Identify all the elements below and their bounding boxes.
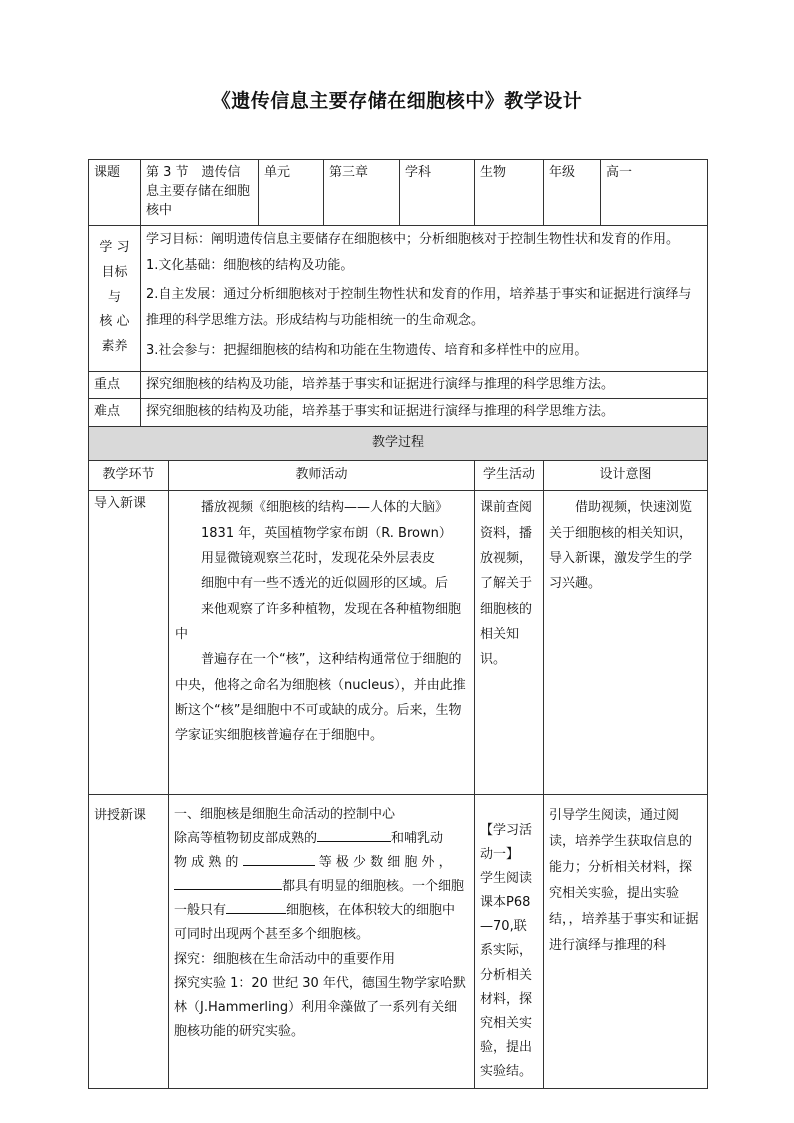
unit-value: 第三章 bbox=[324, 160, 400, 226]
column-header-row bbox=[89, 461, 708, 491]
fill-blank[interactable] bbox=[243, 852, 315, 866]
process-header-row bbox=[89, 427, 708, 461]
intro-stage: 导入新课 bbox=[89, 491, 169, 795]
objective-line: 3.社会参与：把握细胞核的结构和功能在生物遗传、培育和多样性中的应用。 bbox=[146, 343, 588, 359]
intro-row bbox=[89, 491, 708, 795]
lesson-plan-table bbox=[88, 159, 708, 1089]
new-lesson-student-activity: 【学习活动一】 学生阅读课本P68—70,联系实际，分析相关材料，探究相关实验，提出实验结。 bbox=[475, 795, 544, 1089]
grade-value: 高一 bbox=[601, 160, 708, 226]
grade-label: 年级 bbox=[544, 160, 601, 226]
intro-student-activity: 课前查阅资料，播放视频，了解关于细胞核的相关知识。 bbox=[475, 491, 544, 795]
document-title: 《遗传信息主要存储在细胞核中》教学设计 bbox=[211, 90, 583, 112]
key-point-label: 重点 bbox=[89, 371, 141, 399]
unit-label: 单元 bbox=[259, 160, 324, 226]
difficulty-row bbox=[89, 399, 708, 427]
fill-blank[interactable] bbox=[174, 876, 282, 890]
key-point-row bbox=[89, 371, 708, 399]
column-header-teacher: 教师活动 bbox=[169, 461, 475, 491]
intro-teacher-activity: 播放视频《细胞核的结构——人体的大脑》 1831 年，英国植物学家布朗（R. Brown） 用显微镜观察兰花时，发现花朵外层表皮 细胞中有一些不透光的近似圆形的区域。后 来他观察了许多种植物，发现在各种植物细胞中 普遍存在一个“核”，这种结构通常位于细胞的中央，他将之命名为细胞核（nucleus），并由此推断这个“核”是细胞中不可或缺的成分。后来，生物学家证实细胞核普遍存在于细胞中。 bbox=[169, 491, 475, 795]
objectives-row bbox=[89, 225, 708, 371]
topic-label: 课题 bbox=[89, 160, 141, 226]
new-lesson-stage: 讲授新课 bbox=[89, 795, 169, 1089]
fill-blank[interactable] bbox=[317, 828, 391, 842]
subject-label: 学科 bbox=[400, 160, 475, 226]
process-header: 教学过程 bbox=[89, 427, 708, 461]
subject-value: 生物 bbox=[475, 160, 544, 226]
objective-line: 2.自主发展：通过分析细胞核对于控制生物性状和发育的作用，培养基于事实和证据进行演绎与推理的科学思维方法。形成结构与功能相统一的生命观念。 bbox=[146, 286, 692, 329]
objectives-content bbox=[141, 225, 708, 371]
objectives-label: 学 习 目标 与 核 心 素养 bbox=[89, 225, 141, 371]
objective-line: 1.文化基础：细胞核的结构及功能。 bbox=[146, 257, 354, 273]
difficulty-label: 难点 bbox=[89, 399, 141, 427]
intro-design-intent: 借助视频，快速浏览关于细胞核的相关知识，导入新课，激发学生的学习兴趣。 bbox=[544, 491, 708, 795]
key-point-text: 探究细胞核的结构及功能，培养基于事实和证据进行演绎与推理的科学思维方法。 bbox=[141, 371, 708, 399]
info-row bbox=[89, 160, 708, 226]
new-lesson-teacher-activity: 一、细胞核是细胞生命活动的控制中心 除高等植物韧皮部成熟的 和哺乳动 物 成 熟 的 等 极 少 数 细 胞 外 ， 都具有明显的细胞核。一个细胞 一般只有 细胞核，在体积较大的细胞中 可同时出现两个甚至多个细胞核。 探究：细胞核在生命活动中的重要作用 探究实验 1：20 世纪 30 年代，德国生物学家哈默林（J.Hammerling）利用伞藻做了一系列有关细胞核功能的研究实验。 bbox=[169, 795, 475, 1089]
objective-line: 学习目标：阐明遗传信息主要储存在细胞核中；分析细胞核对于控制生物性状和发育的作用。 bbox=[146, 231, 680, 247]
column-header-student: 学生活动 bbox=[475, 461, 544, 491]
fill-blank[interactable] bbox=[226, 900, 286, 914]
column-header-intent: 设计意图 bbox=[544, 461, 708, 491]
difficulty-text: 探究细胞核的结构及功能，培养基于事实和证据进行演绎与推理的科学思维方法。 bbox=[141, 399, 708, 427]
new-lesson-design-intent: 引导学生阅读，通过阅读，培养学生获取信息的能力；分析相关材料，探究相关实验，提出实验结，，培养基于事实和证据进行演绎与推理的科 bbox=[544, 795, 708, 1089]
topic-value: 第 3 节 遗传信息主要存储在细胞核中 bbox=[141, 160, 259, 226]
new-lesson-row bbox=[89, 795, 708, 1089]
column-header-stage: 教学环节 bbox=[89, 461, 169, 491]
